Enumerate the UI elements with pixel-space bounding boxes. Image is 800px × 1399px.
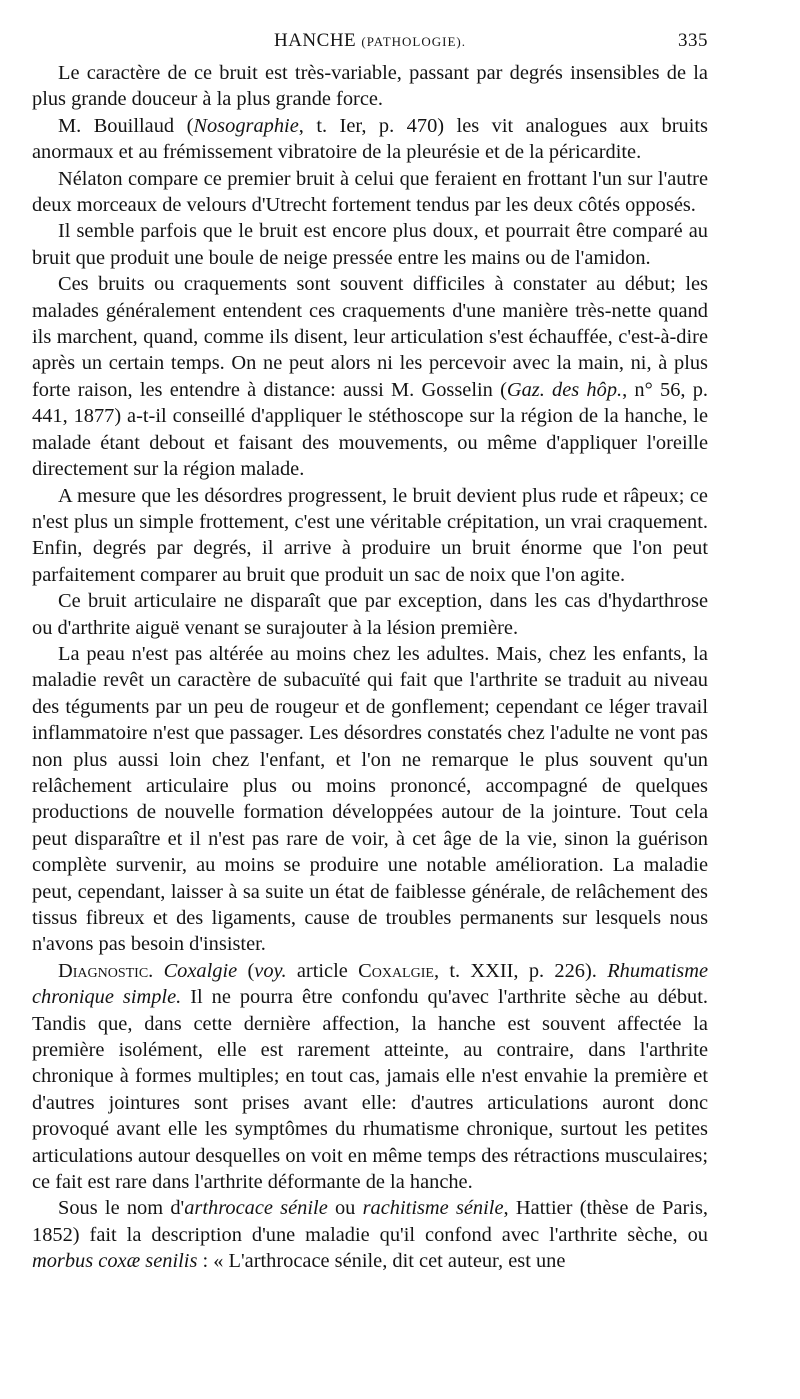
paragraph-softer-noise: Il semble parfois que le bruit est encore plus doux, et pourrait être comparé au bruit que produit une boule de neige pressée entre les mains ou de l'amidon.	[32, 220, 708, 269]
section-label-diagnostic: Diagnostic.	[58, 959, 154, 982]
text-run: Sous le nom d'	[58, 1197, 185, 1220]
page-number: 335	[678, 30, 708, 51]
italic-term: rachitisme sénile	[362, 1197, 504, 1220]
paragraph-arthrocace	[32, 1195, 708, 1274]
text-run: : « L'arthrocace sénile, dit cet auteur, est une	[197, 1250, 566, 1273]
text-run: Ces bruits ou craquements sont souvent difficiles à constater au début; les malades généralement entendent ces craquements d'une manière très-nette quand ils marchent, quand, comme ils disent, leur articulation s'est échauffée, c'est-à-dire après un certain temps. On ne peut alors ni les percevoir avec la main, ni, à plus forte raison, les entendre à distance: aussi M. Gosselin (	[32, 273, 708, 401]
paragraph-bouillaud	[32, 113, 708, 166]
text-run: (	[237, 959, 255, 982]
running-title-main: HANCHE	[273, 30, 357, 51]
italic-citation: Gaz. des hôp.	[506, 378, 623, 401]
page-body	[32, 60, 708, 1275]
text-run: , t. XXII, p. 226).	[433, 959, 608, 982]
paragraph-progression: A mesure que les désordres progressent, le bruit devient plus rude et râpeux; ce n'est plus un simple frottement, c'est une véritable crépitation, un vrai craquement. Enfin, degrés par degrés, il arrive à produire un bruit énorme que l'on peut parfaitement comparer au bruit que produit un sac de noix que l'on agite.	[32, 484, 708, 586]
text-run: , Hattier (thèse de Paris, 1852) fait la description d'une maladie qu'il confond avec l'arthrite sèche, ou	[32, 1197, 708, 1246]
paragraph-disappearance: Ce bruit articulaire ne disparaît que par exception, dans les cas d'hydarthrose ou d'arthrite aiguë venant se surajouter à la lésion première.	[32, 590, 708, 639]
italic-term: morbus coxæ senilis	[32, 1250, 198, 1273]
italic-term: arthrocace sénile	[184, 1197, 328, 1220]
paragraph-nelaton: Nélaton compare ce premier bruit à celui que feraient en frottant l'un sur l'autre deux morceaux de velours d'Utrecht fortement tendus par les deux côtés opposés.	[32, 167, 708, 217]
text-run: , t. Ier, p. 470) les vit analogues aux bruits anormaux et au frémissement vibratoire de la pleurésie et de la péricardite.	[32, 114, 708, 164]
italic-term: Coxalgie	[163, 959, 238, 982]
italic-citation: Nosographie	[193, 114, 299, 137]
text-run: article	[286, 959, 359, 982]
paragraph-skin: La peau n'est pas altérée au moins chez les adultes. Mais, chez les enfants, la maladie revêt un caractère de subacuïté qui fait que l'arthrite se traduit au niveau des téguments par un peu de rougeur et de gonflement; cependant ce léger travail inflammatoire n'est que passager. Les désordres constatés chez l'adulte ne vont pas non plus aussi loin chez l'enfant, et l'on ne remarque le plus souvent qu'un relâchement articulaire plus ou moins prononcé, accompagné de quelques productions de nouvelle formation développées autour de la jointure. Tout cela peut disparaître et il n'est pas rare de voir, à cet âge de la vie, sinon la guérison complète survenir, au moins se produire une notable amélioration. La maladie peut, cependant, laisser à sa suite un état de faiblesse générale, de relâchement des tissus fibreux et des ligaments, cause de troubles permanents sur lesquels nous n'avons pas besoin d'insister.	[32, 642, 708, 956]
running-title	[32, 30, 708, 52]
text-run: M. Bouillaud (	[58, 114, 194, 137]
running-head	[32, 30, 708, 54]
running-title-sub: (PATHOLOGIE).	[361, 34, 467, 49]
italic-term: Rhumatisme chronique simple.	[32, 959, 709, 1009]
text-run: , n° 56, p. 441, 1877) a-t-il conseillé d'appliquer le stéthoscope sur la région de la hanche, le malade étant debout et faisant des mouvements, ou même d'appliquer l'oreille directement sur la région malade.	[32, 378, 708, 481]
italic-term: voy.	[254, 959, 287, 982]
paragraph-crackling	[32, 271, 708, 482]
text-run: ou	[327, 1197, 363, 1220]
text-run: Il ne pourra être confondu qu'avec l'arthrite sèche au début. Tandis que, dans cette dernière affection, la hanche est souvent affectée la première isolément, elle est rarement atteinte, au contraire, dans l'arthrite chronique à formes multiples; en tout cas, jamais elle n'est envahie la première et d'autres jointures sont prises avant elle: d'autres articulations auront donc provoqué avant elle les symptômes du rhumatisme chronique, surtout les petites articulations autour desquelles on voit en même temps des rétractions musculaires; ce fait est rare dans l'arthrite déformante de la hanche.	[32, 986, 708, 1194]
paragraph-diagnostic	[32, 958, 708, 1196]
small-caps-reference: Coxalgie	[358, 959, 434, 982]
paragraph-noise-variability: Le caractère de ce bruit est très-variable, passant par degrés insensibles de la plus grande douceur à la plus grande force.	[32, 62, 708, 111]
